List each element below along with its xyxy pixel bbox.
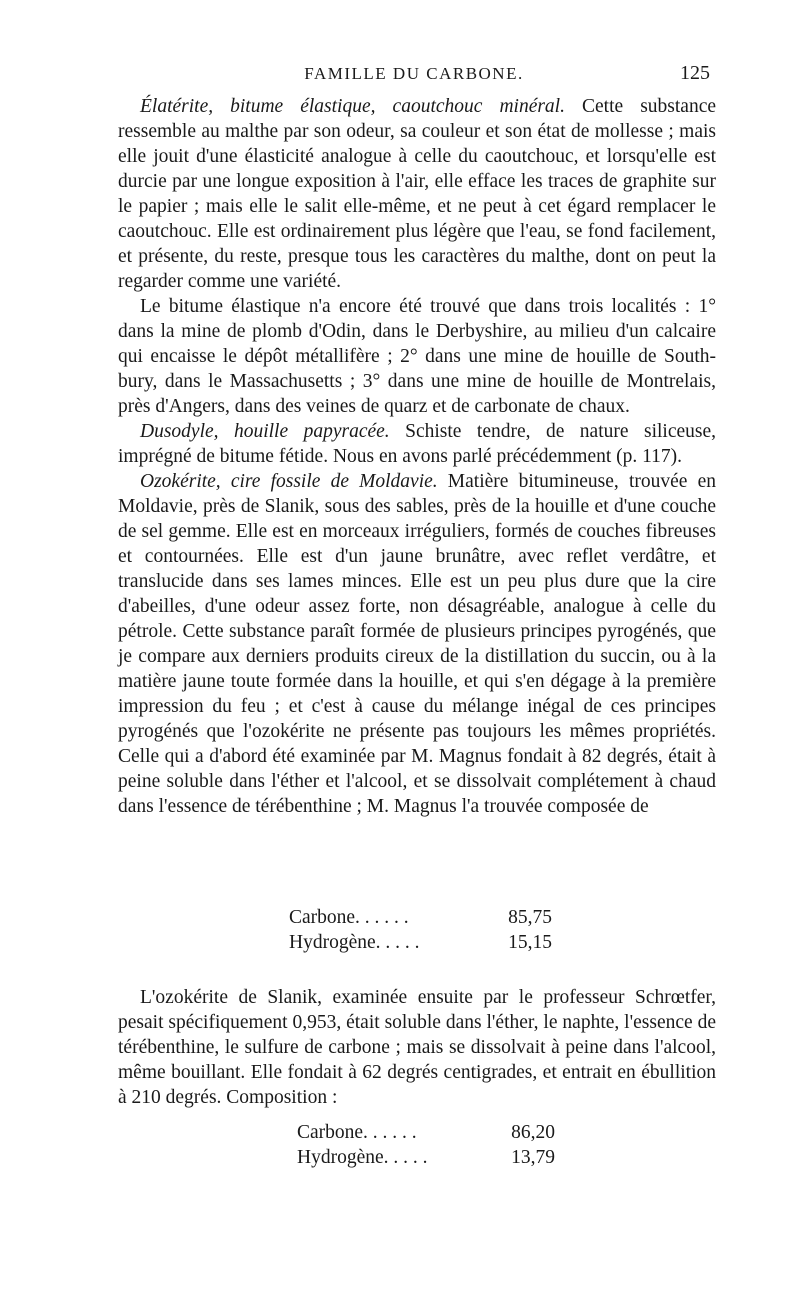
paragraph-elaterite: [118, 94, 716, 294]
element-label: Hydrogène. . . . .: [289, 931, 420, 953]
term-elaterite: Élatérite, bitume élastique, caoutchouc minéral.: [140, 96, 565, 117]
paragraph-text: L'ozokérite de Slanik, examinée ensuite par le professeur Schrœtfer, pesait spécifiquement 0,953, était soluble dans l'éther, le naphte, l'essence de térébenthine, le sulfure de carbone ; mais se dissolvait à peine dans l'alcool, même bouillant. Elle fondait à 62 degrés centigrades, et entrait en ébullition à 210 degrés. Composition :: [118, 987, 716, 1108]
paragraph-dusodyle: [118, 419, 716, 469]
composition-table-magnus: [289, 905, 552, 955]
element-value: 86,20: [511, 1121, 555, 1143]
paragraph-text: Cette substance ressemble au malthe par son odeur, sa couleur et son état de mollesse ; mais elle jouit d'une élasticité analogue à celle du caoutchouc, et lorsqu'elle est durcie par une longue exposition à l'air, elle efface les traces de graphite sur le papier ; mais elle le salit elle-même, et ne peut à cet égard remplacer le caoutchouc. Elle est ordinairement plus légère que l'eau, se fond facilement, et présente, du reste, presque tous les caractères du malthe, dont on peut la regarder comme une variété.: [118, 96, 716, 292]
paragraph-text: Matière bitumineuse, trouvée en Moldavie, près de Slanik, sous des sables, près de la houille et d'une couche de sel gemme. Elle est en morceaux irréguliers, formés de couches fibreuses et contournées. Elle est d'un jaune brunâtre, avec reflet verdâtre, et translucide dans ses lames minces. Elle est un peu plus dure que la cire d'abeilles, d'une odeur assez forte, non désagréable, analogue à celle du pétrole. Cette substance paraît formée de plusieurs principes pyrogénés, que je compare aux derniers produits cireux de la distillation du succin, ou à la matière jaune toute formée dans la houille, et qui s'en dégage à la première impression du feu ; et c'est à cause du mélange inégal de ces principes pyrogénés que l'ozokérite ne présente pas toujours les mêmes propriétés. Celle qui a d'abord été examinée par M. Magnus fondait à 82 degrés, était à peine soluble dans l'éther et l'alcool, et se dissolvait complétement à chaud dans l'essence de térébenthine ; M. Magnus l'a trouvée composée de: [118, 471, 716, 817]
element-value: 15,15: [508, 931, 552, 953]
composition-table-schroetter: [297, 1120, 555, 1170]
element-value: 13,79: [511, 1146, 555, 1168]
element-label: Carbone. . . . . .: [289, 906, 409, 928]
paragraph-localites: [118, 294, 716, 419]
element-label: Hydrogène. . . . .: [297, 1146, 428, 1168]
paragraph-schroetter: [118, 985, 716, 1110]
paragraph-text: Le bitume élastique n'a encore été trouvé que dans trois localités : 1° dans la mine de plomb d'Odin, dans le Derbyshire, au milieu d'un calcaire qui encaisse le dépôt métallifère ; 2° dans une mine de houille de South-bury, dans le Massachusetts ; 3° dans une mine de houille de Montrelais, près d'Angers, dans des veines de quarz et de carbonate de chaux.: [118, 296, 716, 417]
term-dusodyle: Dusodyle, houille papyracée.: [140, 421, 390, 442]
paragraph-ozokerite: [118, 469, 716, 819]
body-text-continued: [118, 985, 716, 1110]
composition-row: [289, 930, 552, 955]
running-header: [118, 60, 710, 90]
composition-row: [289, 905, 552, 930]
composition-row: [297, 1145, 555, 1170]
composition-row: [297, 1120, 555, 1145]
running-title: FAMILLE DU CARBONE.: [304, 64, 524, 83]
term-ozokerite: Ozokérite, cire fossile de Moldavie.: [140, 471, 438, 492]
page-number: 125: [680, 62, 710, 84]
element-value: 85,75: [508, 906, 552, 928]
element-label: Carbone. . . . . .: [297, 1121, 417, 1143]
paragraph-text: Schiste tendre, de nature siliceuse, imprégné de bitume fétide. Nous en avons parlé précédemment (p. 117).: [118, 421, 716, 467]
body-text: [118, 94, 716, 819]
